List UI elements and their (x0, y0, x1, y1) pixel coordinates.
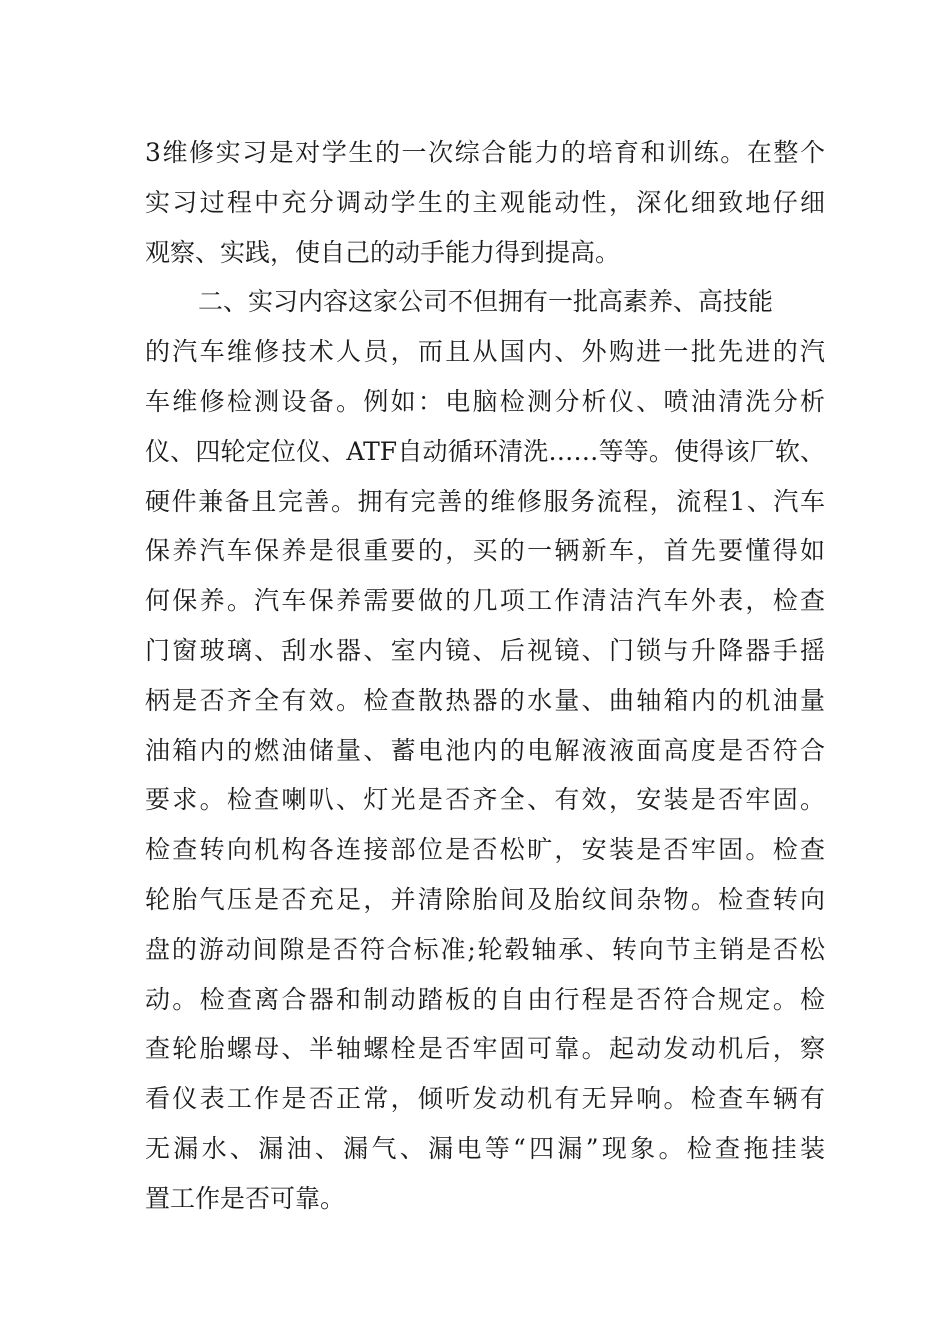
paragraph-line: 轮胎气压是否充足，并清除胎间及胎纹间杂物。检查转向 (145, 884, 825, 914)
paragraph-line: 柄是否齐全有效。检查散热器的水量、曲轴箱内的机油量 (145, 685, 825, 715)
paragraph-line: 看仪表工作是否正常，倾听发动机有无异响。检查车辆有 (145, 1084, 825, 1114)
paragraph-line: 保养汽车保养是很重要的，买的一辆新车，首先要懂得如 (145, 536, 825, 566)
paragraph-line: 要求。检查喇叭、灯光是否齐全、有效，安装是否牢固。 (145, 785, 825, 815)
document-body (145, 128, 825, 1224)
paragraph-line: 动。检查离合器和制动踏板的自由行程是否符合规定。检 (145, 984, 825, 1014)
paragraph-line: 何保养。汽车保养需要做的几项工作清洁汽车外表，检查 (145, 586, 825, 616)
paragraph-line: 硬件兼备且完善。拥有完善的维修服务流程，流程1、汽车 (145, 486, 825, 516)
paragraph-2 (145, 277, 825, 1223)
paragraph-line: 仪、四轮定位仪、ATF自动循环清洗……等等。使得该厂软、 (145, 436, 825, 466)
paragraph-line: 检查转向机构各连接部位是否松旷，安装是否牢固。检查 (145, 835, 825, 865)
paragraph-line: 实习过程中充分调动学生的主观能动性，深化细致地仔细 (145, 187, 825, 217)
paragraph-line: 置工作是否可靠。 (145, 1183, 346, 1213)
paragraph-line: 的汽车维修技术人员，而且从国内、外购进一批先进的汽 (145, 337, 825, 367)
paragraph-1 (145, 128, 825, 277)
paragraph-line: 3维修实习是对学生的一次综合能力的培育和训练。在整个 (145, 138, 825, 167)
paragraph-line: 二、实习内容这家公司不但拥有一批高素养、高技能 (198, 287, 774, 317)
paragraph-line: 盘的游动间隙是否符合标准;轮毂轴承、转向节主销是否松 (145, 934, 825, 964)
paragraph-line: 门窗玻璃、刮水器、室内镜、后视镜、门锁与升降器手摇 (145, 635, 825, 665)
paragraph-line: 观察、实践，使自己的动手能力得到提高。 (145, 237, 621, 267)
paragraph-line: 查轮胎螺母、半轴螺栓是否牢固可靠。起动发动机后，察 (145, 1034, 825, 1064)
paragraph-line: 油箱内的燃油储量、蓄电池内的电解液液面高度是否符合 (145, 735, 825, 765)
paragraph-line: 车维修检测设备。例如：电脑检测分析仪、喷油清洗分析 (145, 386, 825, 416)
paragraph-line: 无漏水、漏油、漏气、漏电等“四漏”现象。检查拖挂装 (145, 1133, 825, 1163)
